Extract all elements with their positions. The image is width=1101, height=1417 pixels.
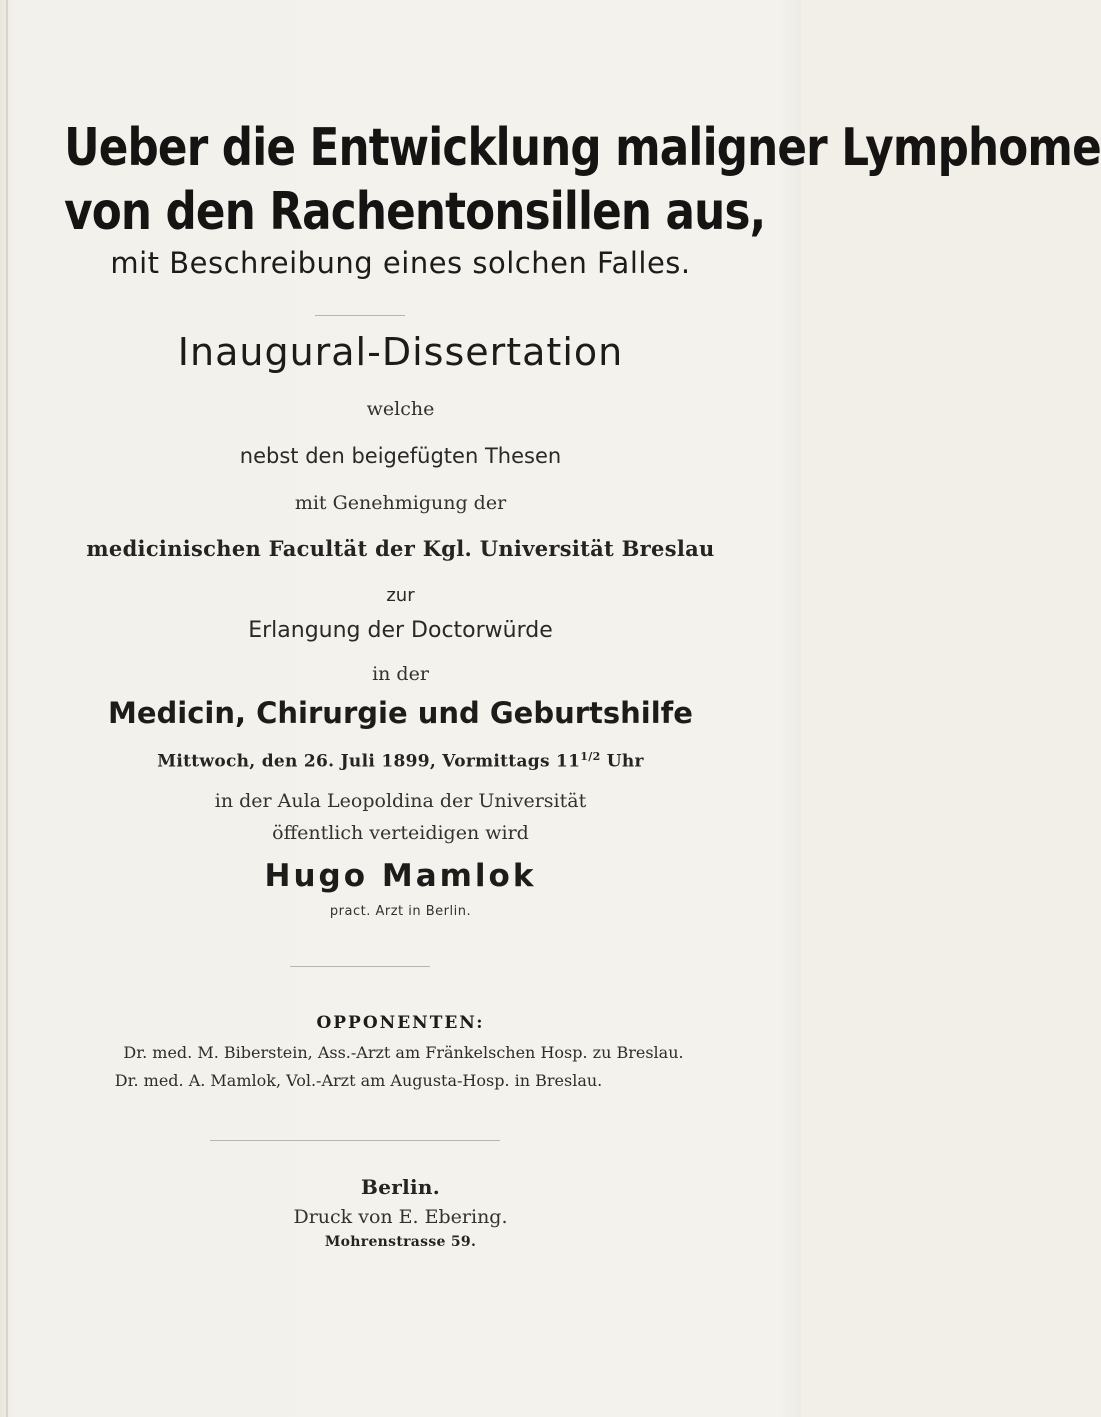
text-date: [0, 750, 801, 772]
date-main: Mittwoch, den 26. Juli 1899, Vormittags 11: [157, 751, 581, 772]
author-role: pract. Arzt in Berlin.: [329, 904, 472, 919]
dissertation-heading: Inaugural-Dissertation: [177, 330, 624, 374]
imprint-city: Berlin.: [361, 1175, 440, 1199]
date-uhr: Uhr: [600, 751, 644, 772]
text-erlangung: Erlangung der Doctorwürde: [248, 618, 553, 643]
text-aula: in der Aula Leopoldina der Universität: [214, 790, 587, 812]
title-line-1: Ueber die Entwicklung maligner Lymphome: [64, 118, 1101, 178]
imprint-address: Mohrenstrasse 59.: [324, 1234, 477, 1250]
title-line-2: von den Rachentonsillen aus,: [64, 182, 766, 242]
opponent-1: Dr. med. M. Biberstein, Ass.-Arzt am Fränkelschen Hosp. zu Breslau.: [123, 1043, 684, 1062]
divider-3: [210, 1140, 500, 1141]
divider-1: [315, 315, 405, 316]
text-in-der: in der: [372, 663, 429, 685]
author-name: Hugo Mamlok: [264, 858, 537, 894]
text-nebst: nebst den beigefügten Thesen: [239, 444, 562, 468]
title-line-3: mit Beschreibung eines solchen Falles.: [110, 246, 691, 280]
text-zur: zur: [386, 585, 415, 606]
date-fraction: 1/2: [580, 750, 601, 763]
text-oeffentlich: öffentlich verteidigen wird: [272, 822, 529, 844]
divider-2: [290, 966, 430, 967]
opponents-heading: OPPONENTEN:: [316, 1013, 485, 1033]
imprint-printer: Druck von E. Ebering.: [293, 1206, 508, 1228]
opponent-2: Dr. med. A. Mamlok, Vol.-Arzt am Augusta-Hosp. in Breslau.: [114, 1071, 603, 1090]
text-fields: Medicin, Chirurgie und Geburtshilfe: [108, 696, 693, 730]
text-mit: mit Genehmigung der: [294, 492, 507, 514]
text-faculty: medicinischen Facultät der Kgl. Universität Breslau: [86, 536, 715, 561]
text-welche: welche: [366, 398, 435, 420]
